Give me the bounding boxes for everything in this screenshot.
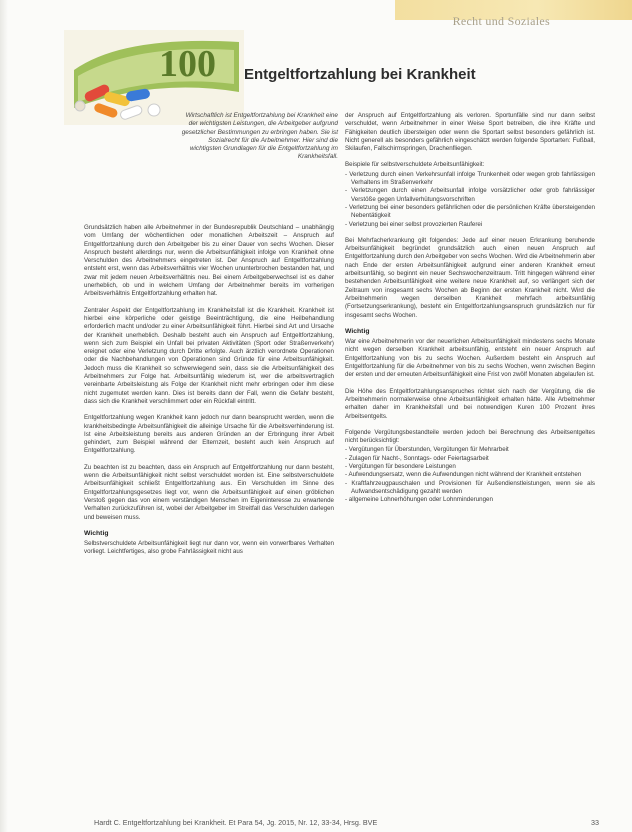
paragraph: Bei Mehrfacherkrankung gilt folgendes: Jede auf einer neuen Erkrankung beruhende Arbeitsunfähigkeit begründet grundsätzlich auch einen neuen Anspruch auf Entgeltfortzahlung durch den Arbeitgeber von sechs Wochen. Wird die Arbeitnehmerin aber nach Ende der ersten Arbeitsunfähigkeit aufgrund einer anderen Krankheit erneut arbeitsunfähig, so beginnt ein neuer Sechswochenzeitraum. Tritt hingegen während einer bestehenden Arbeitsunfähigkeit eine weitere neue Krankheit auf, so verlängert sich der Zeitraum von insgesamt sechs Wochen ab Beginn der ersten Krankheit nicht. Wird die Arbeitnehmerin wegen derselben Krankheit mehrfach arbeitsunfähig (Fortsetzungserkrankung), besteht ein Entgeltfortzahlungsanspruch grundsätzlich nur für insgesamt sechs Wochen. — [345, 236, 595, 319]
list-item: - Verletzung bei einer besonders gefährlichen oder die persönlichen Kräfte übersteigenden Nebentätigkeit — [345, 204, 595, 221]
list-item: - Verletzung durch einen Verkehrsunfall infolge Trunkenheit oder wegen grob fahrlässigen Verhaltens im Straßenverkehr — [345, 171, 595, 188]
paragraph: Grundsätzlich haben alle Arbeitnehmer in der Bundesrepublik Deutschland – unabhängig vom Umfang der wöchentlichen oder monatlichen Arbeitszeit – Anspruch auf Entgeltfortzahlung durch den Arbeitgeber bis zu einer Dauer von sechs Wochen. Dieser Anspruch besteht allerdings nur, wenn die Arbeitsunfähigkeit infolge von Krankheit ohne Verschulden des Arbeitnehmers eingetreten ist. Der Anspruch auf Entgeltfortzahlung entsteht erst, wenn das Arbeitsverhältnis vier Wochen ununterbrochen bestanden hat, und zwar mit jedem neuen Arbeitsverhältnis neu. Bei einem Arbeitgeberwechsel ist es daher unerheblich, ob und in welchem Umfang der Arbeitnehmer bereits im vorherigen Arbeitsverhältnis Entgeltfortzahlung erhalten hat. — [84, 224, 334, 298]
paragraph: der Anspruch auf Entgeltfortzahlung als verloren. Sportunfälle sind nur dann selbst verschuldet, wenn Arbeitnehmer in einer Weise Sport betreiben, die ihre Kräfte und Fähigkeiten deutlich übersteigen oder wenn die Sportart selbst besonders gefährlich ist. Nicht generell als besonders gefährlich eingeschätzt werden folgende Sportarten: Fußball, Skilaufen, Fallschirmspringen, Drachenfliegen. — [345, 112, 595, 153]
bullet-list — [345, 171, 595, 229]
subheading: Wichtig — [345, 327, 370, 335]
list-item: - Aufwendungsersatz, wenn die Aufwendungen nicht während der Krankheit entstehen — [345, 471, 595, 479]
article-title: Entgeltfortzahlung bei Krankheit — [244, 66, 476, 83]
list-item: - Vergütungen für Überstunden, Vergütungen für Mehrarbeit — [345, 446, 595, 454]
page-number: 33 — [591, 818, 599, 827]
section-label: Recht und Soziales — [452, 14, 550, 28]
list-item: - Kraftfahrzeugpauschalen und Provisionen für Außendienstleistungen, wenn sie als Aufwandsentschädigung gezahlt werden — [345, 480, 595, 497]
list-intro: Folgende Vergütungsbestandteile werden jedoch bei Berechnung des Arbeitsentgeltes nicht berücksichtigt: — [345, 428, 595, 445]
paragraph: War eine Arbeitnehmerin vor der neuerlichen Arbeitsunfähigkeit mindestens sechs Monate nicht wegen derselben Krankheit arbeitsunfähig, entsteht ein neuer Anspruch auf Entgeltfortzahlung von bis zu sechs Wochen. Außerdem besteht ein Anspruch auf Entgeltfortzahlung für die Arbeitnehmer von bis zu sechs Wochen, wenn zwischen Beginn der ersten und der erneuten Arbeitsunfähigkeit eine Frist von zwölf Monaten abgelaufen ist. — [345, 338, 595, 379]
intro-text: Wirtschaftlich ist Entgeltfortzahlung bei Krankheit eine der wichtigsten Leistungen, die Arbeitgeber aufgrund gesetzlicher Bestimmungen zu erbringen haben. Sie ist Sozialrecht für die Arbeitnehmer. Hier sind die wichtigsten Grundlagen für die Entgeltfortzahlung im Krankheitsfall. — [181, 112, 338, 161]
paragraph: Die Höhe des Entgeltfortzahlungsanspruches richtet sich nach der Vergütung, die die Arbeitnehmerin normalerweise ohne Arbeitsunfähigkeit erhalten hätte. Alle Arbeitnehmer erhalten daher im Krankheitsfall und bei notwendigen Kuren 100 Prozent ihres Arbeitsentgelts. — [345, 387, 595, 420]
footer-citation: Hardt C. Entgeltfortzahlung bei Krankheit. Et Para 54, Jg. 2015, Nr. 12, 33-34, Hrsg. BVE — [94, 818, 378, 827]
bullet-list — [345, 446, 595, 504]
banknote-100-glyph: 100 — [159, 43, 216, 85]
paragraph: Zentraler Aspekt der Entgeltfortzahlung im Krankheitsfall ist die Krankheit. Krankheit ist hierbei eine körperliche oder geistige Beeinträchtigung, die eine Heilbehandlung erforderlich macht und/oder zu einer Arbeitsunfähigkeit führt. Hierbei sind Art und Ursache der Krankheit unerheblich. Deshalb besteht auch ein Anspruch auf Entgeltfortzahlung, wenn sich zum Beispiel ein Unfall bei privaten Aktivitäten (Sport oder Straßenverkehr) ereignet oder eine Verletzung durch Dritte erfolgte. Auch ärztlich verordnete Operationen oder die Nachbehandlungen von Operationen sind Gründe für eine Arbeitsunfähigkeit. Jedoch muss die Krankheit so schwerwiegend sein, dass sie die Arbeitsunfähigkeit des Arbeitnehmers zur Folge hat. Arbeitsunfähig wiederum ist, wer die arbeitsvertraglich vereinbarte Arbeitsleistung als Folge der Krankheit nicht mehr erbringen oder ihm diese nicht zugemutet werden kann. Dies ist bereits dann der Fall, wenn die Gefahr besteht, dass sich die Krankheit verschlimmert oder ein Rückfall eintritt. — [84, 306, 334, 405]
paragraph: Selbstverschuldete Arbeitsunfähigkeit liegt nur dann vor, wenn ein vorwerfbares Verhalten vorliegt. Leichtfertiges, also grobe Fahrlässigkeit nicht aus — [84, 540, 334, 556]
list-intro: Beispiele für selbstverschuldete Arbeitsunfähigkeit: — [345, 161, 485, 169]
list-item: - Vergütungen für besondere Leistungen — [345, 463, 595, 471]
list-item: - Zulagen für Nacht-, Sonntags- oder Feiertagsarbeit — [345, 455, 595, 463]
hero-illustration — [64, 30, 244, 125]
paragraph: Entgeltfortzahlung wegen Krankheit kann jedoch nur dann beansprucht werden, wenn die krankheitsbedingte Arbeitsunfähigkeit die alleinige Ursache für die Arbeitsverhinderung ist. Ist eine Arbeitsleistung bereits aus anderen Gründen an der Erbringung ihrer Arbeit gehindert, zum Beispiel während der Elternzeit, besteht auch kein Anspruch auf Entgeltfortzahlung. — [84, 414, 334, 455]
page-binding-shadow — [0, 0, 8, 832]
list-item: - Verletzungen durch einen Arbeitsunfall infolge vorsätzlicher oder grob fahrlässiger Verstöße gegen Unfallverhütungsvorschriften — [345, 187, 595, 204]
list-item: - allgemeine Lohnerhöhungen oder Lohnminderungen — [345, 496, 595, 504]
left-column — [84, 224, 334, 565]
subheading: Wichtig — [84, 529, 109, 537]
list-item: - Verletzung bei einer selbst provozierten Rauferei — [345, 221, 595, 229]
right-column — [345, 112, 595, 512]
paragraph: Zu beachten ist zu beachten, dass ein Anspruch auf Entgeltfortzahlung nur dann besteht, wenn die Arbeitsunfähigkeit nicht selbst verschuldet worden ist. Eine selbstverschuldete Arbeitsunfähigkeit schließt Entgeltfortzahlung aus. Ein Verschulden im Sinne des Entgeltfortzahlungsgesetzes liegt vor, wenn die Arbeitsunfähigkeit auf einen gröblichen Verstoß gegen das von einem verständigen Menschen im Eigeninteresse zu erwartende Verhalten zurückzuführen ist, wobei der Arbeitgeber im Streitfall das Verschulden darlegen und beweisen muss. — [84, 463, 334, 521]
